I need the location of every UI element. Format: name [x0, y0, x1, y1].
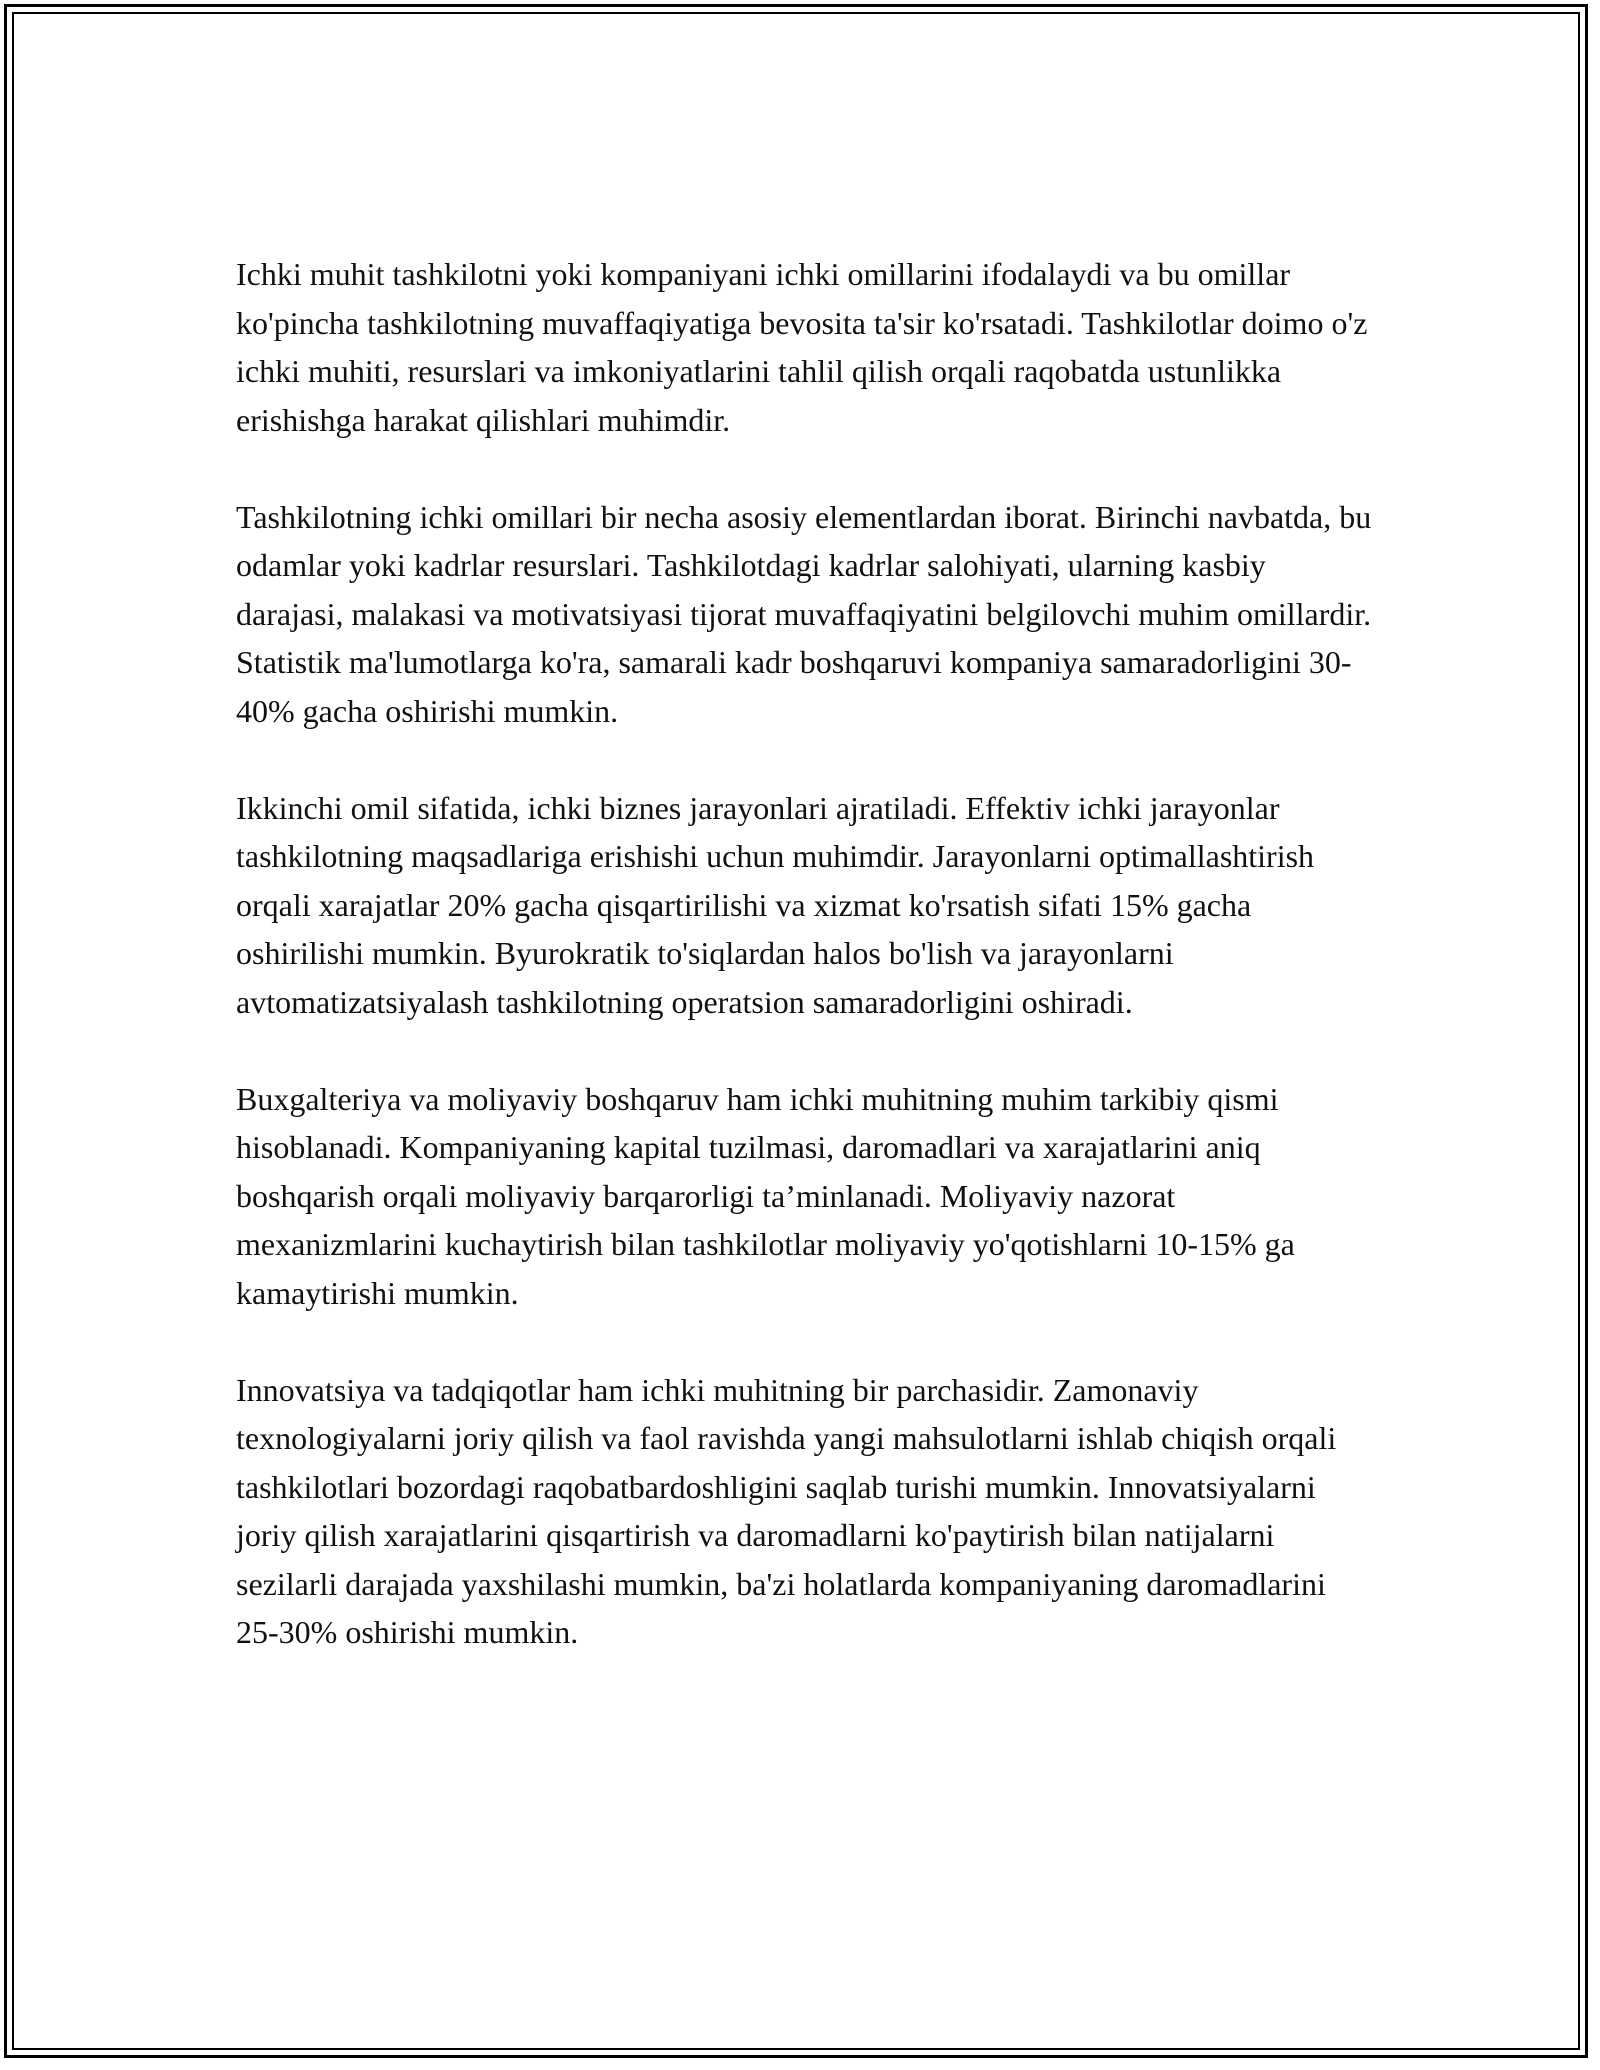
paragraph-4: Buxgalteriya va moliyaviy boshqaruv ham ichki muhitning muhim tarkibiy qismi hisoblanadi. Kompaniyaning kapital tuzilmasi, daromadlari va xarajatlarini aniq boshqarish orqali moliyaviy barqarorligi ta’minlanadi. Moliyaviy nazorat mexanizmlarini kuchaytirish bilan tashkilotlar moliyaviy yo'qotishlarni 10-15% ga kamaytirishi mumkin. — [236, 1080, 1295, 1311]
paragraph-1: Ichki muhit tashkilotni yoki kompaniyani ichki omillarini ifodalaydi va bu omillar ko'pincha tashkilotning muvaffaqiyatiga bevosita ta'sir ko'rsatadi. Tashkilotlar doimo o'z ichki muhiti, resurslari va imkoniyatlarini tahlil qilish orqali raqobatda ustunlikka erishishga harakat qilishlari muhimdir. — [236, 256, 1368, 438]
paragraph-3: Ikkinchi omil sifatida, ichki biznes jarayonlari ajratiladi. Effektiv ichki jarayonlar tashkilotning maqsadlariga erishishi uchun muhimdir. Jarayonlarni optimallashtirish orqali xarajatlar 20% gacha qisqartirilishi va xizmat ko'rsatish sifati 15% gacha oshirilishi mumkin. Byurokratik to'siqlardan halos bo'lish va jarayonlarni avtomatizatsiyalash tashkilotning operatsion samaradorligini oshiradi. — [236, 789, 1315, 1020]
paragraph-2: Tashkilotning ichki omillari bir necha asosiy elementlardan iborat. Birinchi navbatda, bu odamlar yoki kadrlar resurslari. Tashkilotdagi kadrlar salohiyati, ularning kasbiy darajasi, malakasi va motivatsiyasi tijorat muvaffaqiyatini belgilovchi muhim omillardir. Statistik ma'lumotlarga ko'ra, samarali kadr boshqaruvi kompaniya samaradorligini 30-40% gacha oshirishi mumkin. — [236, 498, 1372, 729]
document-body — [236, 250, 1376, 1657]
paragraph-5: Innovatsiya va tadqiqotlar ham ichki muhitning bir parchasidir. Zamonaviy texnologiyalarni joriy qilish va faol ravishda yangi mahsulotlarni ishlab chiqish orqali tashkilotlari bozordagi raqobatbardoshligini saqlab turishi mumkin. Innovatsiyalarni joriy qilish xarajatlarini qisqartirish va daromadlarni ko'paytirish bilan natijalarni sezilarli darajada yaxshilashi mumkin, ba'zi holatlarda kompaniyaning daromadlarini 25-30% oshirishi mumkin. — [236, 1371, 1337, 1650]
